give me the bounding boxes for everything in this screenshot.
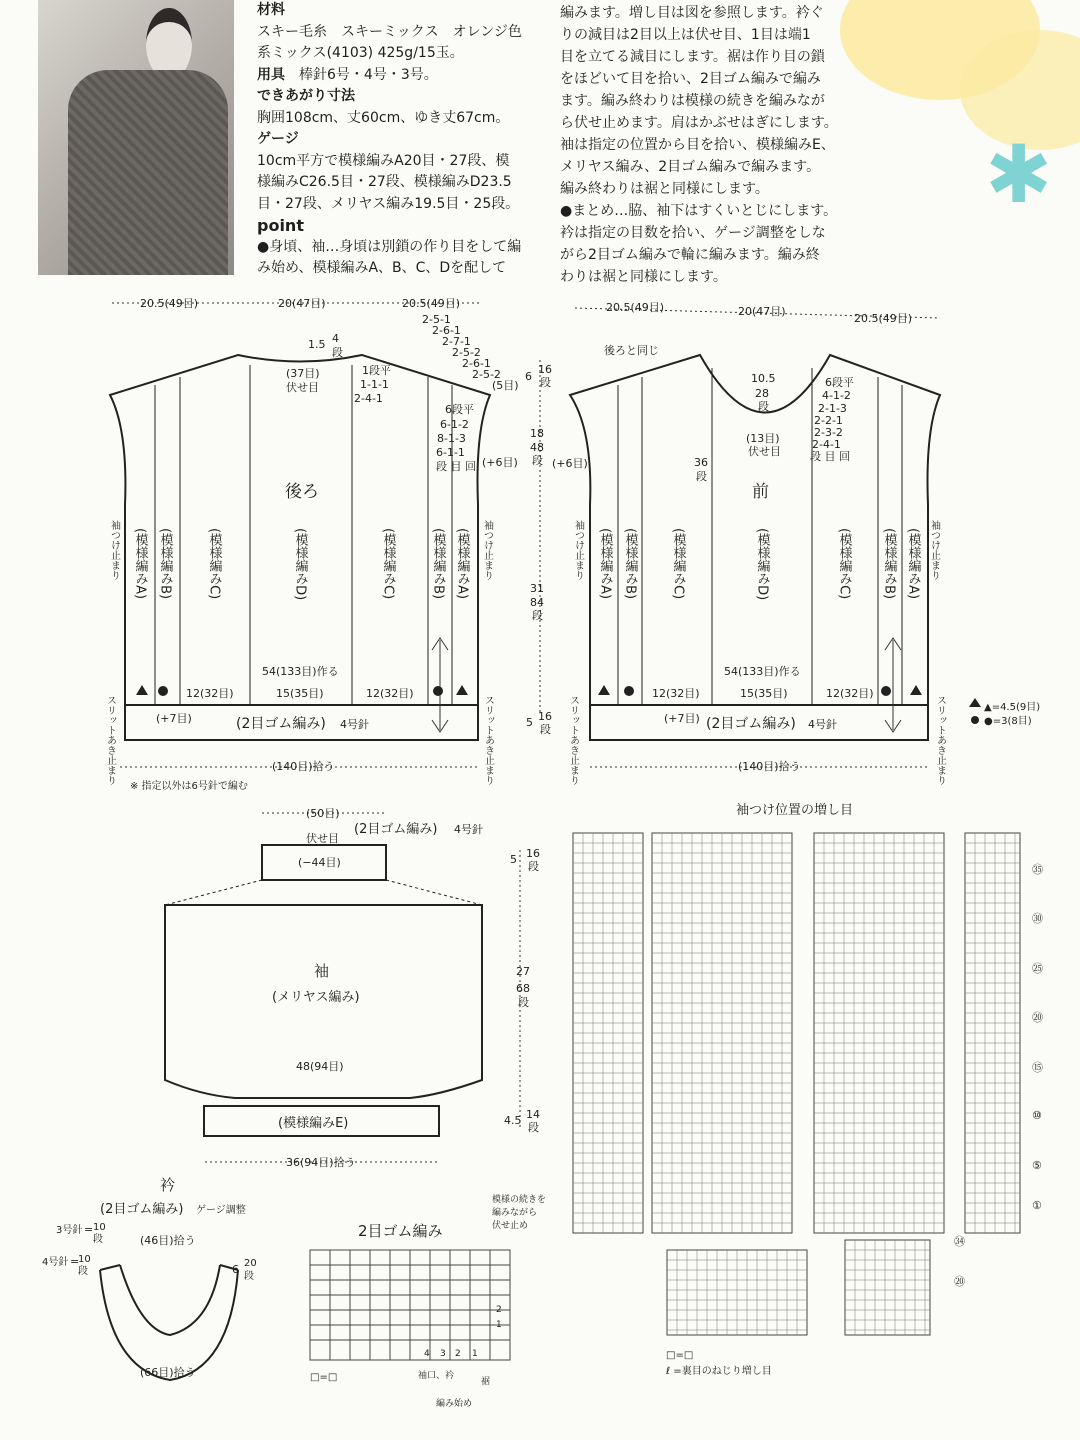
sleeve-top-width: (50目) — [306, 807, 340, 820]
rib-chart-num: 3 — [440, 1349, 446, 1359]
gauge-line: 10cm平方で模様編みA20目・27段、模 — [257, 152, 510, 169]
back-inc: 6段平 — [445, 403, 474, 416]
back-column-label: (模様編みA) — [132, 528, 148, 600]
back-inc: 6-1-2 — [440, 418, 469, 431]
sleeve-height-unit: 段 — [528, 1121, 539, 1134]
inc-chart-row: ⑩ — [1032, 1109, 1042, 1122]
collar-eq: = — [70, 1255, 80, 1268]
height-value: 5 — [526, 716, 533, 729]
rib-chart-note: 模様の続きを — [492, 1195, 547, 1205]
front-side-rows-unit: 段 — [696, 470, 707, 483]
legend-dot: ●=3(8目) — [984, 716, 1032, 727]
front-column-label: (模様編みA) — [597, 528, 613, 600]
front-column-label: (模様編みD) — [754, 528, 770, 601]
sleeve-dec: (−44目) — [298, 856, 341, 869]
back-shoulder: 2-7-1 — [442, 335, 471, 348]
back-slit-left: スリットあき止まり — [104, 695, 116, 785]
back-plus7: (+7目) — [156, 712, 192, 725]
front-pick: (140目)拾う — [738, 760, 801, 773]
rib-chart-note: 伏せ止め — [492, 1221, 529, 1231]
back-inc: 8-1-3 — [437, 432, 466, 445]
gauge-line: 様編みC26.5目・27段、模様編みD23.5 — [257, 174, 512, 190]
back-plus6: (+6目) — [482, 456, 518, 469]
sleeve-stitch: (メリヤス編み) — [272, 990, 360, 1005]
instruction-line: 衿は指定の目数を拾い、ゲージ調整をしな — [560, 225, 826, 241]
sleeve-height: 5 — [510, 853, 517, 866]
sleeve-rib: (2目ゴム編み) — [354, 822, 438, 837]
front-neck-depth: 10.5 — [751, 372, 776, 385]
front-column-label: (模様編みB) — [622, 528, 638, 600]
legend-triangle: ▲=4.5(9目) — [984, 702, 1041, 713]
front-dec: 2-2-1 — [814, 414, 843, 427]
front-needle: 4号針 — [808, 718, 837, 731]
back-inc: 6-1-1 — [436, 446, 465, 459]
instruction-line: 目を立てる減目にします。裾は作り目の鎖 — [560, 49, 825, 65]
materials-heading: 材料 — [257, 2, 285, 18]
back-shoulder: 2-6-1 — [462, 357, 491, 370]
back-hem-width: 54(133目)作る — [262, 665, 339, 678]
sleeve-title: 袖 — [314, 962, 330, 980]
rib-chart-hem: 裾 — [481, 1377, 491, 1387]
inc-chart-row: ㉕ — [1032, 962, 1043, 975]
back-a: 12(32目) — [186, 687, 234, 700]
instruction-line: 編みます。増し目は図を参照します。衿ぐ — [560, 5, 824, 21]
back-width-left: 20.5(49目) — [140, 297, 199, 310]
sleeve-height-rows: 16 — [526, 847, 540, 860]
collar-needle4-unit: 段 — [78, 1266, 88, 1277]
collar-gauge: ゲージ調整 — [196, 1205, 246, 1216]
back-neck-rows-count: 4 — [332, 332, 339, 345]
rib-chart-row: 1 — [496, 1320, 502, 1330]
instruction-line: 袖は指定の位置から目を拾い、模様編みE、 — [560, 137, 835, 153]
inc-chart-legend: ℓ =裏目のねじり増し目 — [666, 1366, 772, 1377]
collar-pick-top: (46目)拾う — [140, 1234, 196, 1247]
sleeve-height-unit: 段 — [518, 996, 529, 1009]
front-slit-right: スリットあき止まり — [934, 695, 946, 785]
front-b: 15(35目) — [740, 687, 788, 700]
collar-needle4-rows: 10 — [78, 1254, 91, 1265]
front-width-mid: 20(47目) — [738, 305, 786, 318]
front-title: 前 — [752, 482, 769, 502]
inc-chart-row: ㉚ — [1032, 912, 1043, 925]
rib-chart-num: 4 — [424, 1349, 430, 1359]
sleeve-pick: 36(94目)拾う — [286, 1156, 356, 1169]
instruction-line: 編み終わりは裾と同様にします。 — [560, 181, 769, 197]
front-c: 12(32目) — [826, 687, 874, 700]
inc-chart-legend: □=□ — [666, 1350, 694, 1361]
inc-chart-row: ⑳ — [1032, 1011, 1043, 1024]
inc-chart-row: ㉞ — [954, 1235, 965, 1248]
rib-chart-legend: □=□ — [310, 1372, 338, 1383]
back-sleeve-stop-left: 袖つけ止まり — [108, 520, 120, 580]
tools-text: 棒針6号・4号・3号。 — [299, 66, 438, 83]
front-dec: 6段平 — [825, 376, 854, 389]
height-unit: 段 — [532, 454, 543, 467]
front-hem-width: 54(133目)作る — [724, 665, 801, 678]
back-neck-bind-label: 伏せ目 — [286, 381, 319, 394]
height-rows: 48 — [530, 441, 544, 454]
back-column-label: (模様編みB) — [157, 528, 173, 600]
front-dec: 段 目 回 — [810, 450, 850, 463]
sleeve-width: 48(94目) — [296, 1060, 344, 1073]
back-slit-right: スリットあき止まり — [482, 695, 494, 785]
front-sleeve-stop-left: 袖つけ止まり — [572, 520, 584, 580]
front-rib: (2目ゴム編み) — [706, 716, 796, 732]
rib-chart-note: 編みながら — [492, 1208, 538, 1218]
height-rows: 84 — [530, 596, 544, 609]
sleeve-height: 4.5 — [504, 1114, 522, 1127]
back-title: 後ろ — [285, 482, 319, 502]
back-neck-rows-unit: 段 — [332, 346, 343, 359]
back-flat: 1段平 — [362, 364, 391, 377]
front-dec: 2-3-2 — [814, 426, 843, 439]
rib-chart-title: 2目ゴム編み — [358, 1222, 443, 1240]
back-needle: 4号針 — [340, 718, 369, 731]
front-width-left: 20.5(49目) — [606, 301, 665, 314]
front-plus6: (+6目) — [552, 457, 588, 470]
instruction-line: をほどいて目を拾い、2目ゴム編みで編み — [560, 71, 821, 87]
size-text: 胸囲108cm、丈60cm、ゆき丈67cm。 — [257, 109, 510, 126]
front-sleeve-stop-right: 袖つけ止まり — [928, 520, 940, 580]
front-center-bind: (13目) — [746, 432, 780, 445]
collar-rib: (2目ゴム編み) — [100, 1202, 184, 1217]
instruction-line: メリヤス編み、2目ゴム編みで編みます。 — [560, 159, 821, 175]
front-dec: 2-1-3 — [818, 402, 847, 415]
sleeve-height-unit: 段 — [528, 860, 539, 873]
collar-outline — [100, 1270, 238, 1380]
collar-height-unit: 段 — [244, 1271, 254, 1282]
back-column-label: (模様編みD) — [292, 528, 308, 601]
back-width-right: 20.5(49目) — [402, 297, 461, 310]
sleeve-height-rows: 14 — [526, 1108, 540, 1121]
front-dec: 2-4-1 — [812, 438, 841, 451]
inc-chart-row: ① — [1032, 1199, 1042, 1212]
rib-chart-start: 編み始め — [436, 1399, 473, 1409]
height-unit: 段 — [540, 376, 551, 389]
rib-chart-num: 2 — [455, 1349, 461, 1359]
front-center-bind-label: 伏せ目 — [748, 445, 781, 458]
point-line: ●身頃、袖…身頃は別鎖の作り目をして編 — [257, 238, 522, 255]
instruction-line: がら2目ゴム編みで輪に編みます。編み終 — [560, 247, 820, 263]
sleeve-needle: 4号針 — [454, 823, 483, 836]
back-pick: (140目)拾う — [272, 760, 335, 773]
back-neck-rows: 1.5 — [308, 338, 326, 351]
back-shoulder: 2-5-2 — [472, 368, 501, 381]
collar-eq: = — [84, 1223, 94, 1236]
collar-height: 6 — [232, 1263, 239, 1276]
height-rows: 16 — [538, 710, 552, 723]
front-plus7: (+7目) — [664, 712, 700, 725]
tools-heading: 用具 — [257, 66, 285, 83]
rib-chart-cuff: 袖口、衿 — [418, 1371, 455, 1381]
front-neck-depth-unit: 段 — [758, 400, 769, 413]
height-unit: 段 — [540, 723, 551, 736]
height-unit: 段 — [532, 609, 543, 622]
front-slit-left: スリットあき止まり — [567, 695, 579, 785]
back-flat: 1-1-1 — [360, 378, 389, 391]
instruction-line: わりは裾と同様にします。 — [560, 269, 727, 285]
rib-chart-grid — [310, 1250, 510, 1360]
inc-chart-title: 袖つけ位置の増し目 — [736, 803, 854, 818]
point-line: み始め、模様編みA、B、C、Dを配して — [257, 260, 507, 276]
back-column-label: (模様編みA) — [454, 528, 470, 600]
instruction-line: ら伏せ止めます。肩はかぶせはぎにします。 — [560, 115, 838, 131]
instruction-line: りの減目は2目以上は伏せ目、1目は端1 — [560, 27, 811, 43]
back-shoulder: (5目) — [492, 379, 519, 392]
rib-chart-row: 2 — [496, 1305, 502, 1315]
back-shoulder: 2-6-1 — [432, 324, 461, 337]
back-rib: (2目ゴム編み) — [236, 716, 326, 732]
back-c: 12(32目) — [366, 687, 414, 700]
increase-chart-grid — [573, 833, 1020, 1335]
back-column-label: (模様編みC) — [380, 528, 396, 600]
inc-chart-row: ⑮ — [1032, 1061, 1043, 1074]
sleeve-height: 27 — [516, 965, 530, 978]
point-heading: point — [257, 216, 304, 235]
collar-title: 衿 — [160, 1176, 176, 1194]
materials-line: スキー毛糸 スキーミックス オレンジ色 — [257, 23, 522, 40]
gauge-line: 目・27段、メリヤス編み19.5目・25段。 — [257, 195, 520, 212]
back-column-label: (模様編みB) — [430, 528, 446, 600]
gauge-heading: ゲージ — [257, 131, 299, 147]
back-note: ※ 指定以外は6号針で編む — [130, 781, 248, 792]
front-side-rows: 36 — [694, 456, 708, 469]
collar-pick-bottom: (66目)拾う — [140, 1366, 196, 1379]
collar-needle3-unit: 段 — [93, 1234, 103, 1245]
back-column-label: (模様編みC) — [206, 528, 222, 600]
front-width-right: 20.5(49目) — [854, 312, 913, 325]
materials-line: 系ミックス(4103) 425g/15玉。 — [257, 45, 464, 61]
front-column-label: (模様編みC) — [836, 528, 852, 600]
sleeve-pattern: (模様編みE) — [278, 1116, 349, 1131]
back-neck-bind: (37目) — [286, 367, 320, 380]
height-rows: 16 — [538, 363, 552, 376]
inc-chart-row: ⑤ — [1032, 1159, 1042, 1172]
back-shoulder: 2-5-1 — [422, 313, 451, 326]
height-value: 31 — [530, 582, 544, 595]
front-same-as-back: 後ろと同じ — [604, 344, 659, 357]
instruction-line: ●まとめ…脇、袖下はすくいとじにします。 — [560, 203, 838, 219]
height-value: 6 — [525, 370, 532, 383]
back-sleeve-stop-right: 袖つけ止まり — [481, 520, 493, 580]
front-column-label: (模様編みC) — [670, 528, 686, 600]
front-column-label: (模様編みA) — [905, 528, 921, 600]
inc-chart-row: ⑳ — [954, 1275, 965, 1288]
collar-height-rows: 20 — [244, 1258, 257, 1269]
collar-needle4: 4号針 — [42, 1257, 69, 1268]
collar-needle3-rows: 10 — [93, 1222, 106, 1233]
sleeve-bind: 伏せ目 — [306, 832, 339, 845]
size-heading: できあがり寸法 — [257, 88, 355, 104]
star-decoration-icon: ✱ — [985, 128, 1053, 221]
front-a: 12(32目) — [652, 687, 700, 700]
back-inc: 段 目 回 — [436, 460, 476, 473]
back-shoulder: 2-5-2 — [452, 346, 481, 359]
back-b: 15(35目) — [276, 687, 324, 700]
front-neck-depth-rows: 28 — [755, 387, 769, 400]
height-value: 18 — [530, 427, 544, 440]
front-column-label: (模様編みB) — [881, 528, 897, 600]
back-width-mid: 20(47目) — [278, 297, 326, 310]
front-dec: 4-1-2 — [822, 389, 851, 402]
inc-chart-row: ㉟ — [1032, 863, 1043, 876]
rib-chart-num: 1 — [472, 1349, 478, 1359]
collar-needle3: 3号針 — [56, 1225, 83, 1236]
instruction-line: ます。編み終わりは模様の続きを編みなが — [560, 93, 825, 109]
back-flat: 2-4-1 — [354, 392, 383, 405]
sleeve-height-rows: 68 — [516, 982, 530, 995]
